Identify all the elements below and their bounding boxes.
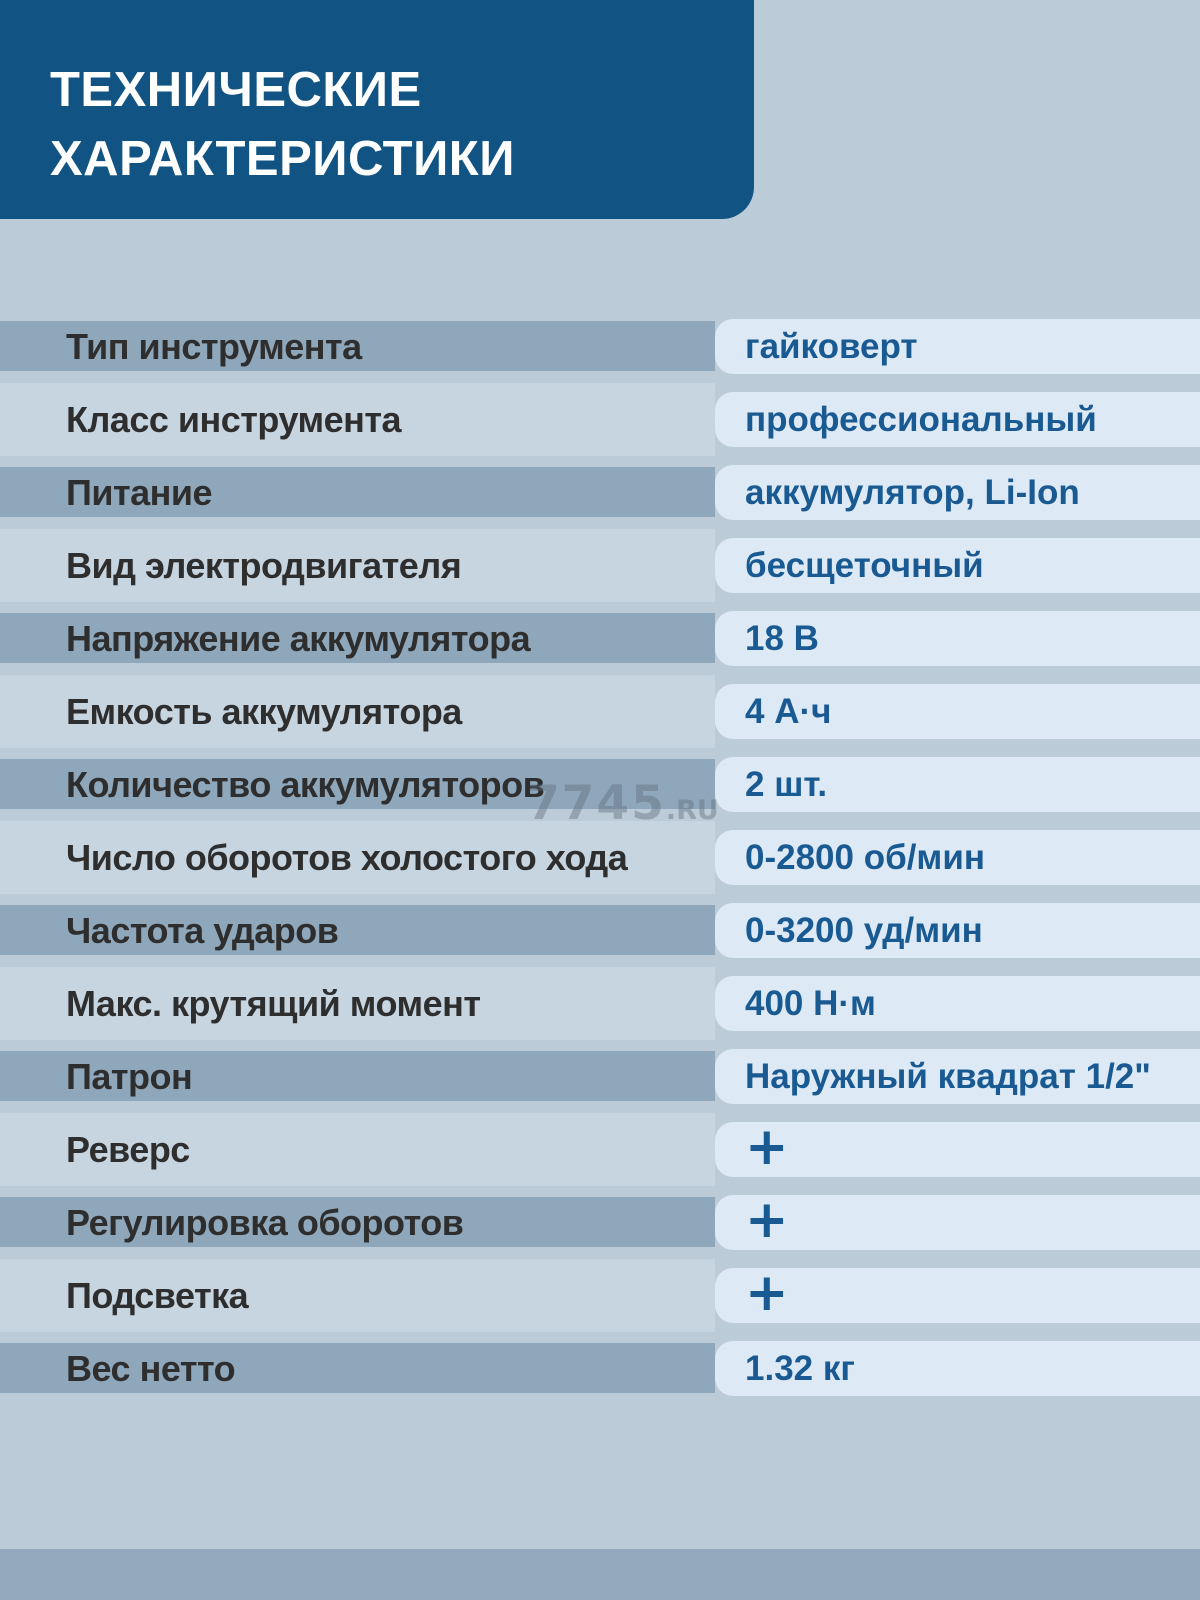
spec-row — [0, 456, 1200, 529]
spec-value: + — [745, 1189, 789, 1250]
spec-value: Наружный квадрат 1/2" — [745, 1056, 1151, 1096]
spec-value: гайковерт — [745, 326, 918, 366]
spec-value: 2 шт. — [745, 764, 828, 804]
spec-label: Напряжение аккумулятора — [66, 617, 531, 659]
spec-value-pill — [715, 830, 1200, 885]
spec-row — [0, 1186, 1200, 1259]
spec-value-pill — [715, 684, 1200, 739]
spec-value: бесщеточный — [745, 545, 984, 585]
spec-row — [0, 675, 1200, 748]
spec-row — [0, 1332, 1200, 1405]
spec-value: 0-3200 уд/мин — [745, 910, 983, 950]
spec-value: 4 А·ч — [745, 691, 832, 731]
page-title — [50, 56, 515, 194]
spec-value: 400 Н·м — [745, 983, 876, 1023]
spec-label: Реверс — [66, 1128, 190, 1170]
spec-row — [0, 894, 1200, 967]
spec-table — [0, 310, 1200, 1405]
spec-value-pill — [715, 1049, 1200, 1104]
spec-value-pill — [715, 976, 1200, 1031]
spec-row — [0, 967, 1200, 1040]
page-title-line2: ХАРАКТЕРИСТИКИ — [50, 132, 515, 186]
spec-row — [0, 1040, 1200, 1113]
spec-label: Число оборотов холостого хода — [66, 836, 628, 878]
spec-value-pill — [715, 1189, 1200, 1250]
spec-row — [0, 1259, 1200, 1332]
spec-value: 1.32 кг — [745, 1348, 855, 1388]
spec-value-pill — [715, 538, 1200, 593]
spec-value-pill — [715, 1116, 1200, 1177]
spec-label: Емкость аккумулятора — [66, 690, 462, 732]
header-banner — [0, 0, 754, 219]
watermark-domain: .RU — [665, 795, 719, 826]
watermark-number: 7745 — [527, 776, 666, 831]
spec-label: Патрон — [66, 1055, 193, 1097]
spec-label: Тип инструмента — [66, 325, 362, 367]
spec-value-pill — [715, 1341, 1200, 1396]
spec-row — [0, 602, 1200, 675]
spec-value: 0-2800 об/мин — [745, 837, 985, 877]
spec-value: 18 В — [745, 618, 819, 658]
spec-row — [0, 1113, 1200, 1186]
spec-label: Регулировка оборотов — [66, 1201, 464, 1243]
spec-label: Вес нетто — [66, 1347, 236, 1389]
spec-label: Количество аккумуляторов — [66, 763, 545, 805]
spec-label: Макс. крутящий момент — [66, 982, 481, 1024]
spec-label: Подсветка — [66, 1274, 249, 1316]
spec-label: Питание — [66, 471, 213, 513]
footer-band — [0, 1549, 1200, 1600]
spec-value-pill — [715, 611, 1200, 666]
spec-value: + — [745, 1262, 789, 1323]
spec-value: аккумулятор, Li-Ion — [745, 472, 1080, 512]
spec-value-pill — [715, 903, 1200, 958]
spec-value-pill — [715, 319, 1200, 374]
spec-row — [0, 821, 1200, 894]
spec-value-pill — [715, 757, 1200, 812]
spec-value: профессиональный — [745, 399, 1097, 439]
spec-label: Частота ударов — [66, 909, 339, 951]
spec-value-pill — [715, 465, 1200, 520]
page-title-line1: ТЕХНИЧЕСКИЕ — [50, 63, 422, 117]
spec-value: + — [745, 1116, 789, 1177]
spec-row — [0, 748, 1200, 821]
spec-value-pill — [715, 392, 1200, 447]
spec-label: Класс инструмента — [66, 398, 402, 440]
spec-row — [0, 529, 1200, 602]
spec-label: Вид электродвигателя — [66, 544, 462, 586]
spec-value-pill — [715, 1262, 1200, 1323]
spec-row — [0, 310, 1200, 383]
spec-row — [0, 383, 1200, 456]
